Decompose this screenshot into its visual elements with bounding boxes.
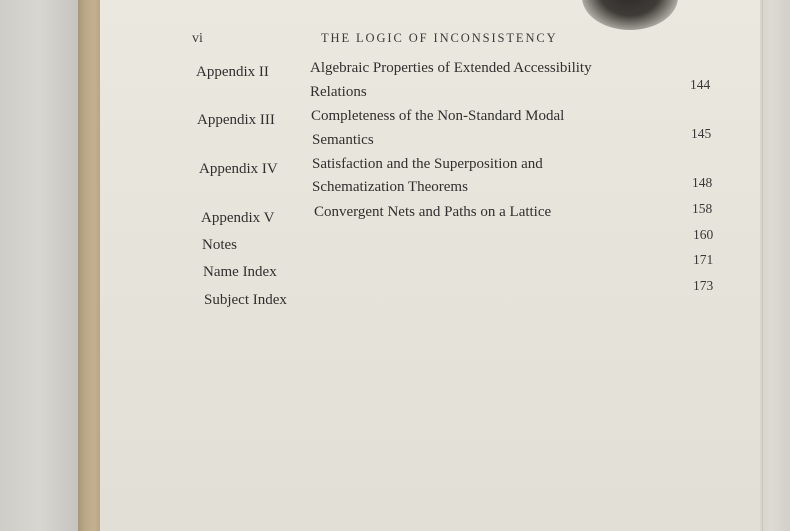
toc-page-number: 173 — [693, 278, 714, 293]
page-edge-line — [762, 0, 763, 531]
toc-entry-label: Appendix IV — [199, 161, 278, 177]
toc-entry-title-continued: Relations — [310, 84, 367, 100]
toc-entry-title: Satisfaction and the Superposition and — [312, 156, 543, 172]
toc-page-number: 145 — [691, 126, 712, 141]
toc-entry-label: Name Index — [203, 264, 277, 280]
toc-entry-label: Appendix V — [201, 210, 275, 226]
toc-page-number: 148 — [692, 175, 713, 190]
toc-entry-title: Convergent Nets and Paths on a Lattice — [314, 204, 552, 220]
toc-page-number: 158 — [692, 201, 713, 216]
toc-entry-label: Notes — [202, 237, 237, 253]
toc-entry-title: Completeness of the Non-Standard Modal — [311, 108, 565, 124]
toc-page-number: 144 — [690, 77, 711, 92]
facing-page-edge — [760, 0, 790, 531]
toc-entry-label: Subject Index — [204, 292, 287, 308]
toc-page-number: 160 — [693, 227, 714, 242]
toc-entry-title-continued: Semantics — [312, 132, 374, 148]
toc-entry-label: Appendix II — [196, 64, 269, 80]
book-spine-edge — [78, 0, 100, 531]
toc-entry-label: Appendix III — [197, 112, 275, 128]
toc-entry-title-continued: Schematization Theorems — [312, 179, 468, 195]
toc-entry-title: Algebraic Properties of Extended Accessibility — [310, 60, 592, 76]
toc-page-number: 171 — [693, 252, 714, 267]
running-head-title: THE LOGIC OF INCONSISTENCY — [321, 31, 558, 45]
page-folio: vi — [192, 31, 203, 46]
